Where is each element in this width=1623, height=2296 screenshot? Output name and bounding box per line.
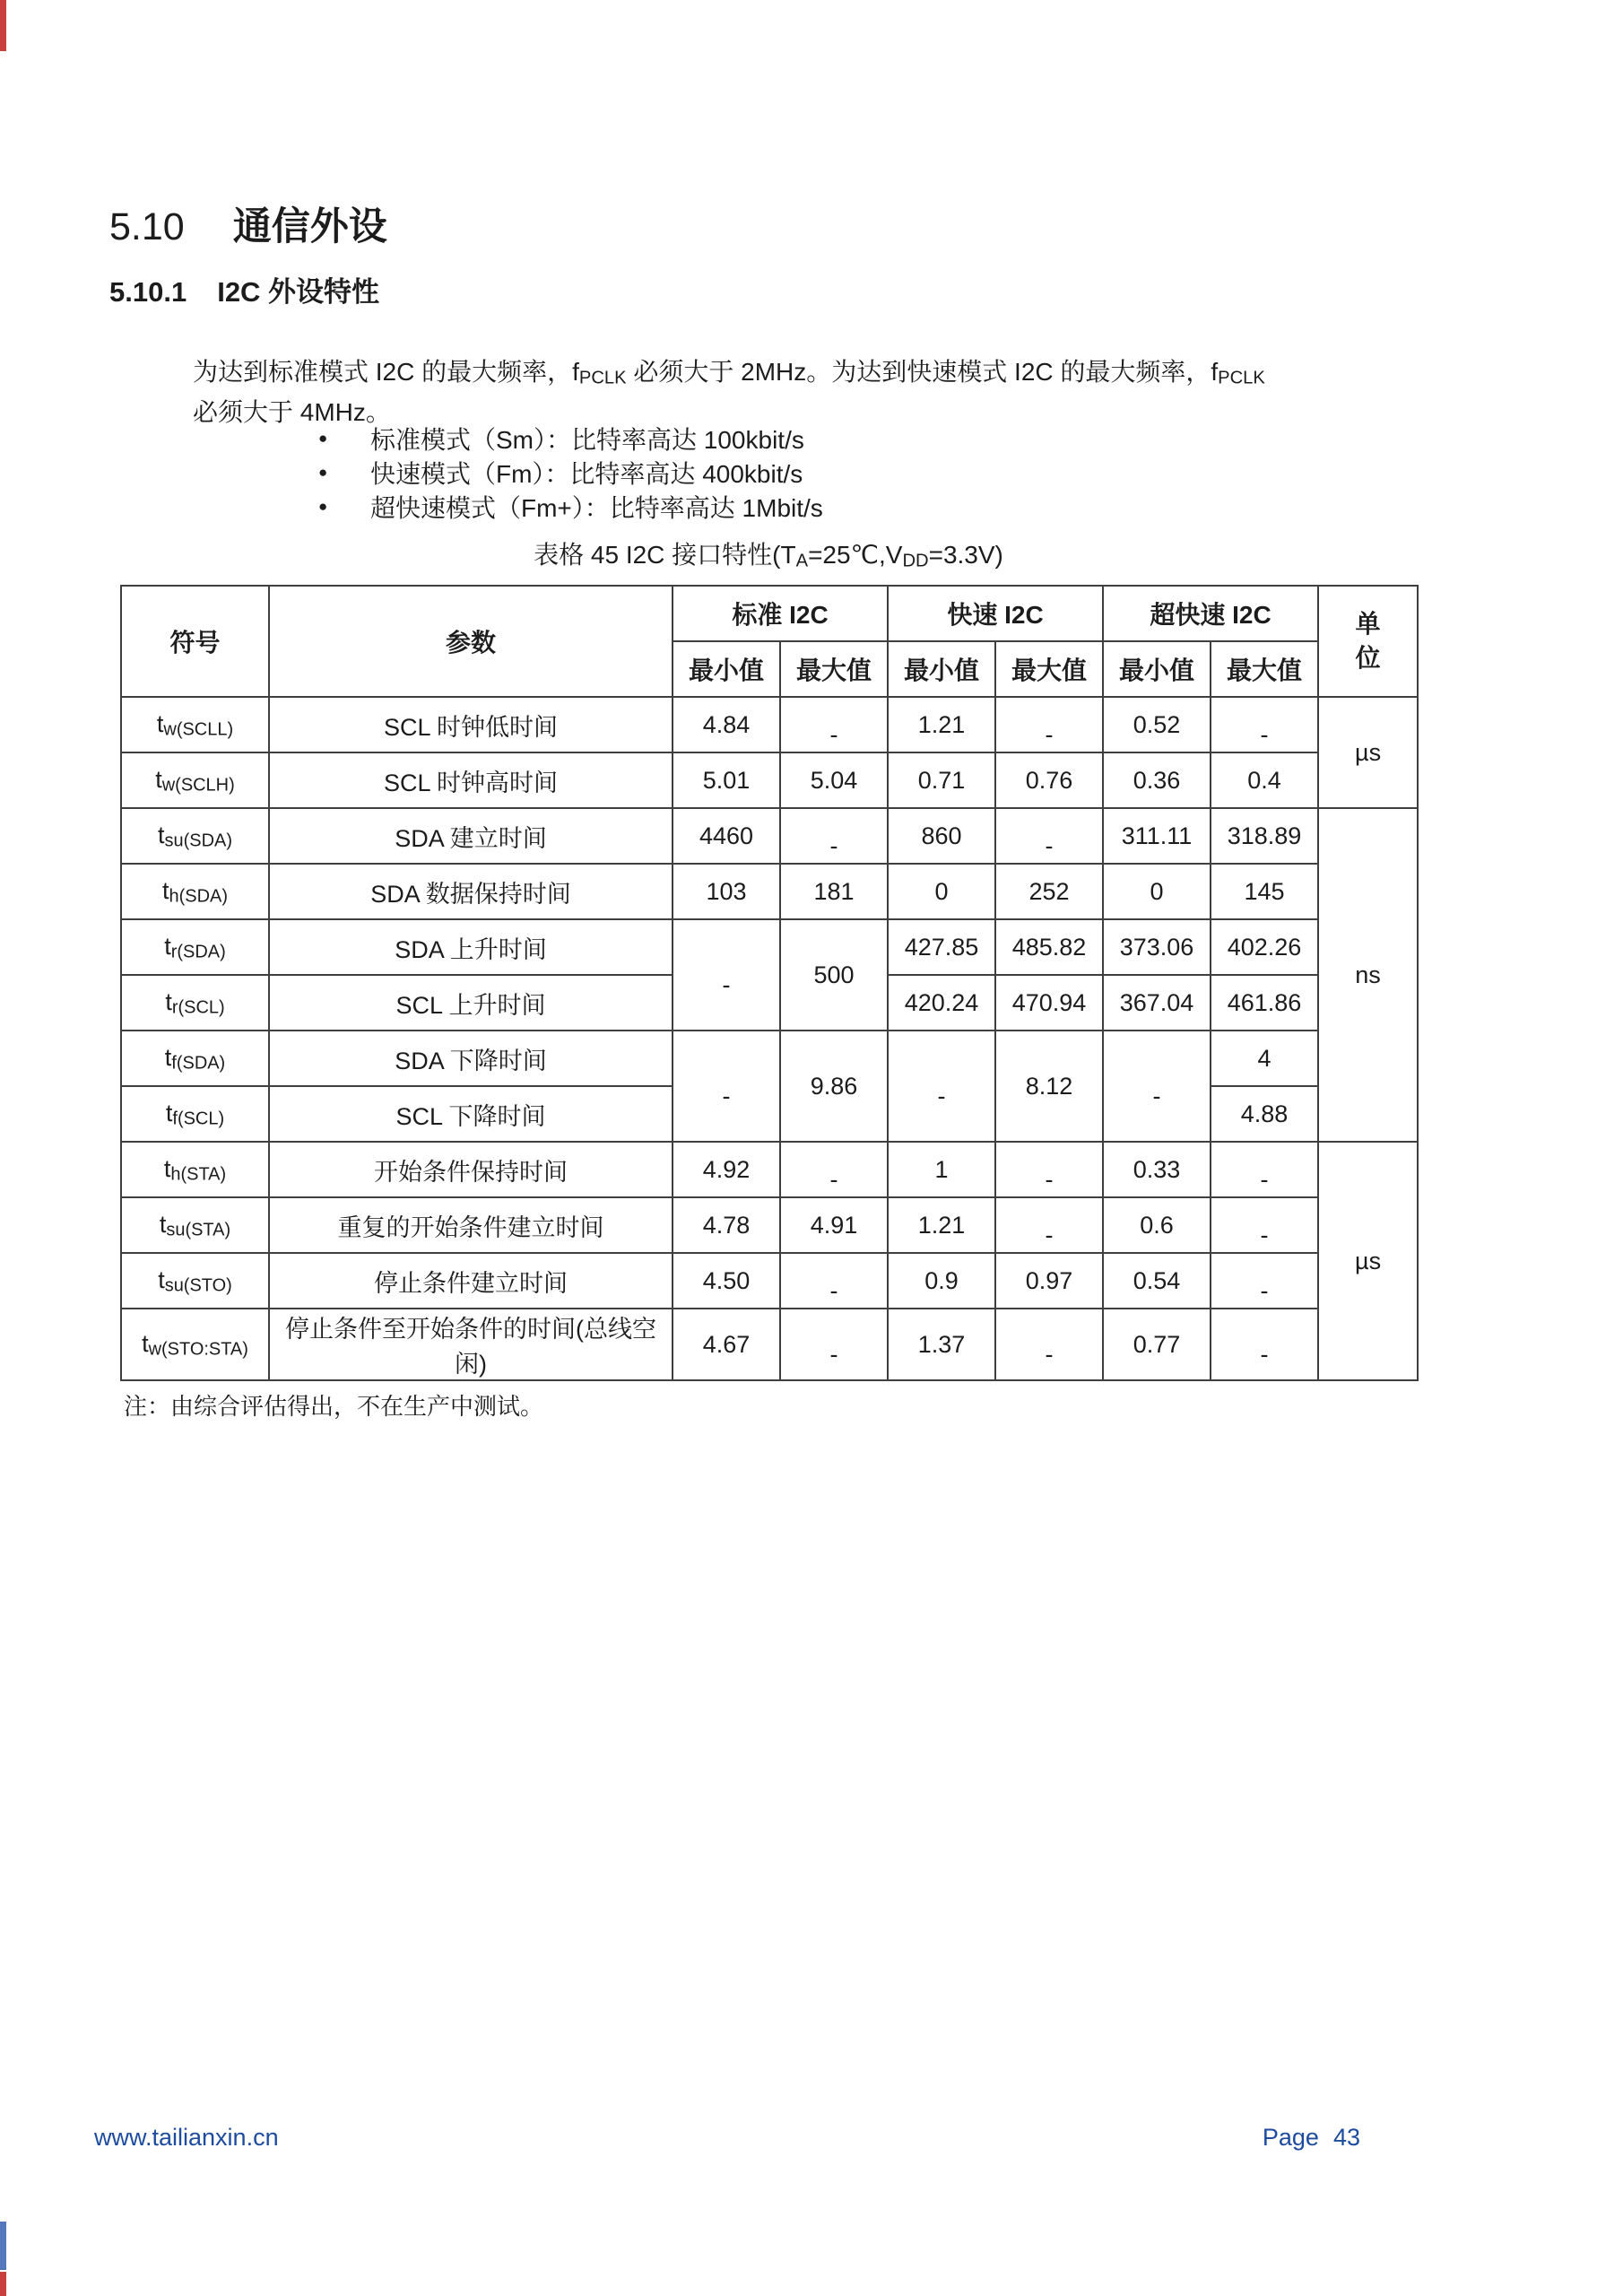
cell-fast-max: - (995, 1309, 1103, 1380)
intro-text: 为达到标准模式 I2C 的最大频率，f (193, 358, 579, 386)
cell-parameter: SCL 上升时间 (269, 975, 673, 1031)
cell-symbol: $t_{h(STA)}$ (121, 1142, 269, 1197)
cell-std-min: 4.84 (673, 697, 780, 752)
section-number: 5.10 (109, 205, 185, 248)
cell-fast-min: 1.37 (888, 1309, 995, 1380)
table-row (121, 919, 1418, 975)
cell-ultra-max: 4.88 (1211, 1086, 1318, 1142)
cell-ultra-max: - (1211, 1309, 1318, 1380)
cell-std-min: - (673, 919, 780, 1031)
scan-artifact-blue-bottom (0, 2222, 6, 2270)
mode-bullet-list (318, 422, 823, 524)
cell-parameter: SDA 上升时间 (269, 919, 673, 975)
cell-ultra-min: 0 (1103, 864, 1211, 919)
fpclk-subscript: PCLK (578, 368, 627, 388)
cell-ultra-max: 4 (1211, 1031, 1318, 1086)
cell-parameter: SCL 时钟低时间 (269, 697, 673, 752)
cell-symbol: $t_{r(SCL)}$ (121, 975, 269, 1031)
cell-symbol: $t_{w(SCLL)}$ (121, 697, 269, 752)
footer-page-number: 43 (1332, 2124, 1360, 2151)
col-group-fast-i2c: 快速 I2C (888, 586, 1103, 641)
cell-ultra-min: - (1103, 1031, 1211, 1142)
intro-text: 必须大于 2MHz。为达到快速模式 I2C 的最大频率，f (626, 358, 1219, 386)
col-header-max: 最大值 (1211, 641, 1318, 697)
caption-text: 表格 45 I2C 接口特性(T (534, 541, 796, 569)
cell-symbol: $t_{f(SDA)}$ (121, 1031, 269, 1086)
col-header-symbol: 符号 (121, 586, 269, 697)
cell-std-max: - (780, 1142, 888, 1197)
col-group-standard-i2c: 标准 I2C (673, 586, 888, 641)
cell-symbol: $t_{r(SDA)}$ (121, 919, 269, 975)
col-header-max: 最大值 (995, 641, 1103, 697)
col-group-fastplus-i2c: 超快速 I2C (1103, 586, 1318, 641)
cell-std-min: 4460 (673, 808, 780, 864)
fpclk-subscript: PCLK (1218, 368, 1265, 388)
col-header-parameter: 参数 (269, 586, 673, 697)
cell-fast-min: - (888, 1031, 995, 1142)
cell-symbol: $t_{su(SDA)}$ (121, 808, 269, 864)
bullet-text: 标准模式（Sm）：比特率高达 100kbit/s (370, 426, 804, 454)
cell-ultra-max: - (1211, 697, 1318, 752)
section-heading (109, 205, 387, 248)
cell-unit: µs (1318, 697, 1418, 808)
cell-std-max: 5.04 (780, 752, 888, 808)
scan-artifact-red-bottom (0, 2272, 6, 2296)
cell-ultra-max: 145 (1211, 864, 1318, 919)
bullet-text: 超快速模式（Fm+）：比特率高达 1Mbit/s (370, 494, 823, 522)
bullet-item (318, 490, 823, 524)
cell-parameter: 停止条件建立时间 (269, 1253, 673, 1309)
cell-ultra-min: 311.11 (1103, 808, 1211, 864)
table-row (121, 1031, 1418, 1086)
cell-unit: ns (1318, 808, 1418, 1142)
i2c-characteristics-table (120, 585, 1419, 1381)
table-header-row (121, 586, 1418, 641)
cell-fast-max: 0.97 (995, 1253, 1103, 1309)
cell-ultra-min: 0.6 (1103, 1197, 1211, 1253)
cell-ultra-max: - (1211, 1197, 1318, 1253)
table-row (121, 864, 1418, 919)
cell-std-max: - (780, 808, 888, 864)
cell-ultra-max: 402.26 (1211, 919, 1318, 975)
table-row (121, 1142, 1418, 1197)
cell-fast-min: 0 (888, 864, 995, 919)
cell-ultra-max: 318.89 (1211, 808, 1318, 864)
table-row (121, 1253, 1418, 1309)
cell-unit: µs (1318, 1142, 1418, 1380)
cell-std-min: 4.78 (673, 1197, 780, 1253)
cell-fast-max: - (995, 1142, 1103, 1197)
cell-std-min: 103 (673, 864, 780, 919)
page-footer (94, 2124, 1360, 2152)
bullet-text: 快速模式（Fm）：比特率高达 400kbit/s (370, 460, 803, 488)
ta-subscript: A (795, 551, 809, 571)
cell-fast-min: 1.21 (888, 697, 995, 752)
cell-std-max: 181 (780, 864, 888, 919)
cell-std-max: 9.86 (780, 1031, 888, 1142)
col-header-unit: 单位 (1318, 586, 1418, 697)
cell-std-min: 4.50 (673, 1253, 780, 1309)
cell-fast-min: 1.21 (888, 1197, 995, 1253)
table-note: 注：由综合评估得出，不在生产中测试。 (124, 1393, 544, 1420)
cell-symbol: $t_{w(STO:STA)}$ (121, 1309, 269, 1380)
table-row (121, 808, 1418, 864)
cell-fast-max: 252 (995, 864, 1103, 919)
subsection-heading (109, 278, 379, 306)
cell-ultra-min: 0.52 (1103, 697, 1211, 752)
cell-fast-max: 0.76 (995, 752, 1103, 808)
footer-website-link[interactable]: www.tailianxin.cn (94, 2124, 279, 2151)
cell-fast-max: 485.82 (995, 919, 1103, 975)
cell-ultra-min: 0.77 (1103, 1309, 1211, 1380)
vdd-subscript: DD (902, 551, 929, 571)
cell-parameter: SDA 数据保持时间 (269, 864, 673, 919)
cell-std-max: 4.91 (780, 1197, 888, 1253)
col-header-min: 最小值 (888, 641, 995, 697)
cell-fast-max: - (995, 697, 1103, 752)
bullet-item (318, 456, 823, 490)
subsection-number: 5.10.1 (109, 276, 187, 308)
cell-ultra-min: 0.36 (1103, 752, 1211, 808)
intro-text: 必须大于 4MHz。 (193, 398, 391, 426)
cell-std-min: 5.01 (673, 752, 780, 808)
cell-fast-max: 8.12 (995, 1031, 1103, 1142)
cell-ultra-min: 373.06 (1103, 919, 1211, 975)
caption-text: =3.3V) (928, 541, 1003, 569)
cell-parameter: 开始条件保持时间 (269, 1142, 673, 1197)
cell-std-max: - (780, 697, 888, 752)
cell-symbol: $t_{f(SCL)}$ (121, 1086, 269, 1142)
cell-ultra-max: 0.4 (1211, 752, 1318, 808)
table-row (121, 752, 1418, 808)
col-header-min: 最小值 (1103, 641, 1211, 697)
cell-std-max: 500 (780, 919, 888, 1031)
bullet-item (318, 422, 823, 456)
cell-parameter: 停止条件至开始条件的时间(总线空闲) (269, 1309, 673, 1380)
cell-std-max: - (780, 1309, 888, 1380)
cell-fast-min: 860 (888, 808, 995, 864)
cell-ultra-min: 367.04 (1103, 975, 1211, 1031)
cell-fast-min: 427.85 (888, 919, 995, 975)
bullet-dot-icon: ● (318, 498, 328, 515)
cell-std-min: - (673, 1031, 780, 1142)
scan-artifact-red-top (0, 0, 6, 51)
cell-symbol: $t_{h(SDA)}$ (121, 864, 269, 919)
cell-parameter: 重复的开始条件建立时间 (269, 1197, 673, 1253)
footer-page-indicator (1263, 2124, 1360, 2152)
cell-ultra-max: 461.86 (1211, 975, 1318, 1031)
cell-parameter: SDA 建立时间 (269, 808, 673, 864)
cell-symbol: $t_{w(SCLH)}$ (121, 752, 269, 808)
col-header-min: 最小值 (673, 641, 780, 697)
cell-std-min: 4.92 (673, 1142, 780, 1197)
cell-fast-max: - (995, 808, 1103, 864)
cell-std-max: - (780, 1253, 888, 1309)
col-header-max: 最大值 (780, 641, 888, 697)
cell-fast-max: - (995, 1197, 1103, 1253)
bullet-dot-icon: ● (318, 464, 328, 481)
cell-parameter: SDA 下降时间 (269, 1031, 673, 1086)
cell-fast-min: 0.9 (888, 1253, 995, 1309)
section-title: 通信外设 (232, 205, 387, 248)
cell-ultra-min: 0.54 (1103, 1253, 1211, 1309)
cell-symbol: $t_{su(STO)}$ (121, 1253, 269, 1309)
cell-ultra-max: - (1211, 1253, 1318, 1309)
cell-ultra-max: - (1211, 1142, 1318, 1197)
cell-ultra-min: 0.33 (1103, 1142, 1211, 1197)
table-row (121, 697, 1418, 752)
cell-symbol: $t_{su(STA)}$ (121, 1197, 269, 1253)
cell-parameter: SCL 时钟高时间 (269, 752, 673, 808)
caption-text: =25℃,V (808, 541, 903, 569)
cell-fast-min: 1 (888, 1142, 995, 1197)
cell-std-min: 4.67 (673, 1309, 780, 1380)
cell-parameter: SCL 下降时间 (269, 1086, 673, 1142)
cell-fast-min: 0.71 (888, 752, 995, 808)
cell-fast-max: 470.94 (995, 975, 1103, 1031)
cell-fast-min: 420.24 (888, 975, 995, 1031)
table-caption (120, 535, 1417, 571)
bullet-dot-icon: ● (318, 430, 328, 447)
subsection-title: I2C 外设特性 (217, 276, 380, 308)
footer-page-label: Page (1262, 2124, 1319, 2151)
table-row (121, 1197, 1418, 1253)
table-row (121, 1309, 1418, 1380)
